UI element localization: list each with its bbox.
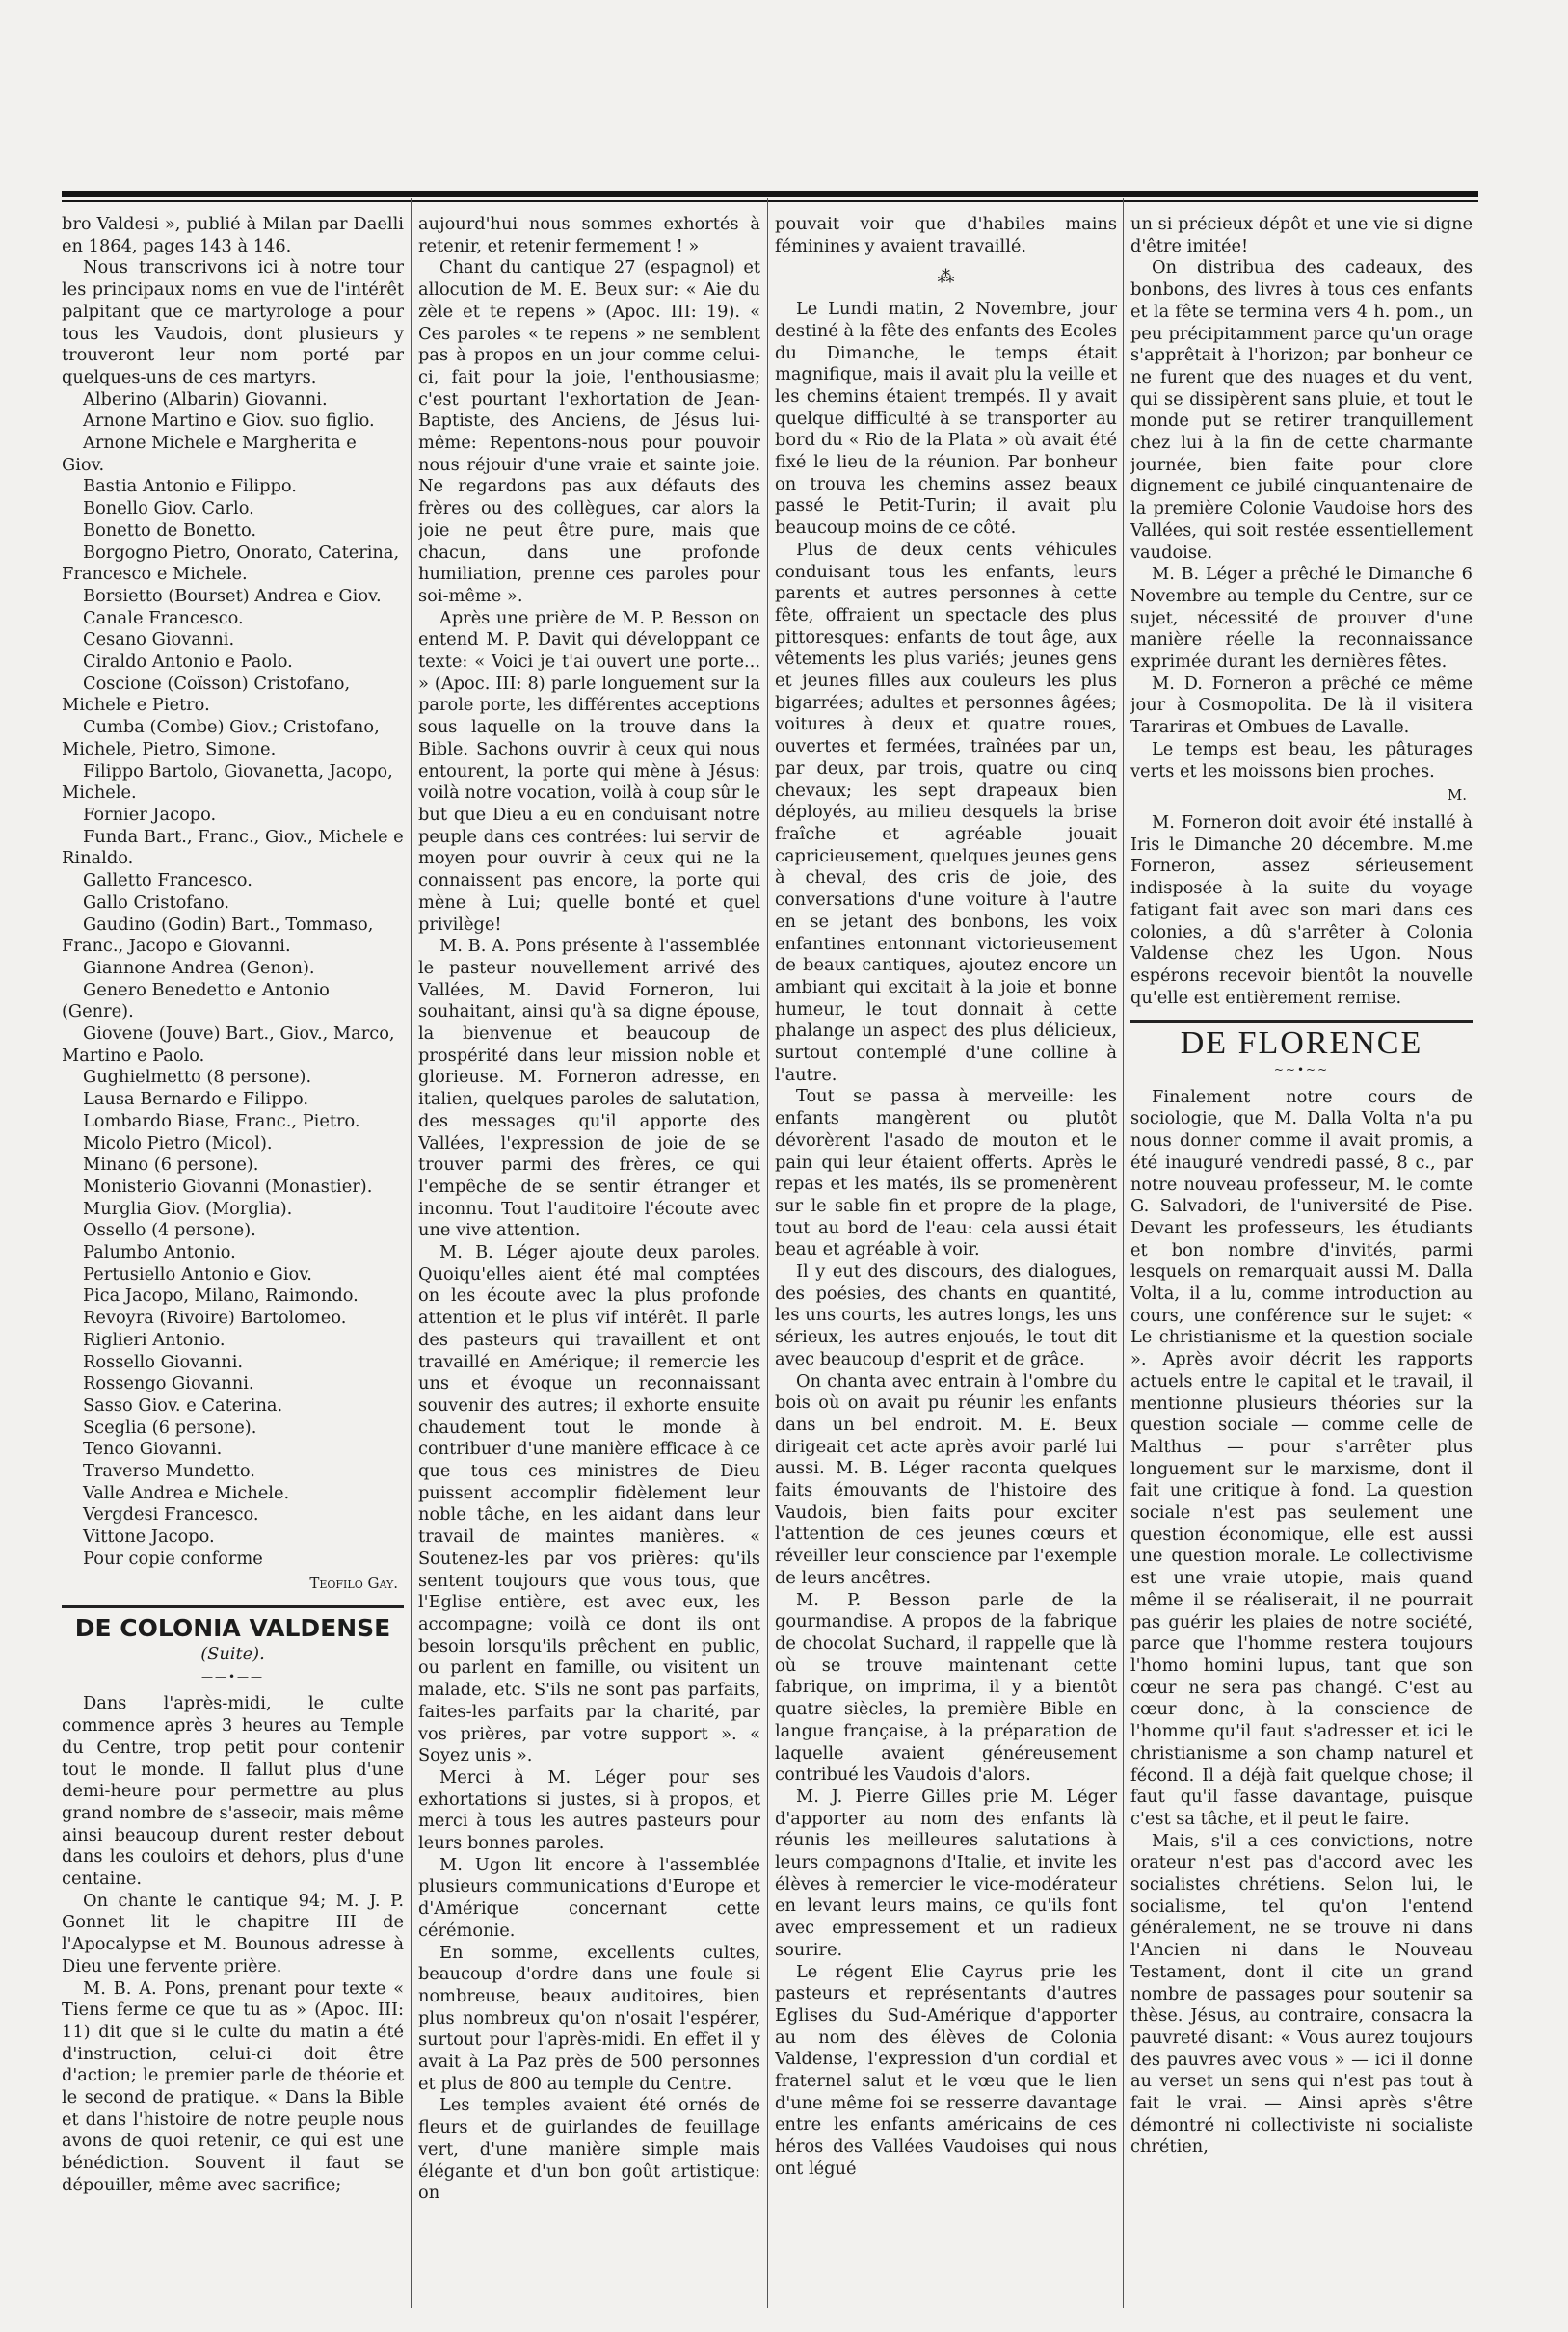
martyr-names-list bbox=[62, 389, 404, 1549]
martyr-name: Gaudino (Godin) Bart., Tommaso, Franc., Jacopo e Giovanni. bbox=[62, 914, 374, 957]
martyr-name: Monisterio Giovanni (Monastier). bbox=[83, 1176, 373, 1197]
intro-paragraph: bro Valdesi », publié à Milan par Daelli en 1864, pages 143 à 146. bbox=[62, 214, 404, 256]
martyr-name: Alberino (Albarin) Giovanni. bbox=[83, 388, 328, 410]
top-rule bbox=[62, 191, 1478, 197]
article-body bbox=[62, 1693, 404, 2196]
paragraph: On chante le cantique 94; M. J. P. Gonnet lit le chapitre III de l'Apocalypse et M. Bounous adresse à Dieu une fervente prière. bbox=[62, 1890, 404, 1976]
paragraph: M. B. A. Pons présente à l'assemblée le pasteur nouvellement arrivé des Vallées, M. David Forneron, lui souhaitant, ainsi qu'à sa digne épouse, la bienvenue et beaucoup de prospérité dans leur mission noble et glorieuse. M. Forneron adresse, en italien, quelques paroles de salutation, des messages qu'il apporte des Vallées, l'expression de joie de se trouver parmi des frères, ce qui l'empêche de se sentir étranger et inconnu. Tout l'auditoire l'écoute avec une vive attention. bbox=[418, 936, 760, 1241]
martyr-name: Sasso Giov. e Caterina. bbox=[83, 1394, 283, 1416]
intro-paragraph: Nous transcrivons ici à notre tour les principaux noms en vue de l'intérêt palpitant que ce martyrologe a pour tous les Vaudois, dont plusieurs y trouveront leur nom porté par quelques-uns de ces martyrs. bbox=[62, 257, 404, 387]
martyr-name: Arnone Martino e Giov. suo figlio. bbox=[83, 411, 375, 432]
martyr-name: Coscione (Coïsson) Cristofano, Michele e Pietro. bbox=[62, 673, 351, 716]
paragraph: Le régent Elie Cayrus prie les pasteurs et représentants d'autres Eglises du Sud-Amérique d'apporter au nom des élèves de Colonia Valdense, l'expression d'un cordial et fraternel salut et le vœu que le lien d'une même foi se resserre davantage entre les enfants américains de ces héros des Vallées Vaudoises qui nous ont légué bbox=[775, 1961, 1117, 2179]
martyr-name: Borsietto (Bourset) Andrea e Giov. bbox=[83, 585, 382, 606]
martyr-name: Lombardo Biase, Franc., Pietro. bbox=[83, 1110, 360, 1131]
column-4 bbox=[1130, 214, 1473, 2310]
martyr-name: Valle Andrea e Michele. bbox=[83, 1482, 290, 1503]
article-body bbox=[1130, 214, 1473, 782]
paragraph: M. D. Forneron a prêché ce même jour à Cosmopolita. De là il visitera Tarariras et Ombues de Lavalle. bbox=[1130, 673, 1473, 738]
paragraph: M. Forneron doit avoir été installé à Iris le Dimanche 20 décembre. M.me Forneron, assez sérieusement indisposée à la suite du voyage fatigant fait avec son mari dans ces colonies, a dû s'arrêter à Colonia Valdense chez les Ugon. Nous espérons recevoir bientôt la nouvelle qu'elle est entièrement remise. bbox=[1130, 811, 1473, 1008]
author-signature: Teofilo Gay. bbox=[309, 1574, 398, 1592]
martyr-name: Micolo Pietro (Micol). bbox=[83, 1132, 273, 1153]
paragraph: M. Ugon lit encore à l'assemblée plusieurs communications d'Europe et d'Amérique concernant cette cérémonie. bbox=[418, 1854, 760, 1941]
article-body bbox=[775, 299, 1117, 2180]
martyr-name: Genero Benedetto e Antonio (Genre). bbox=[62, 979, 330, 1022]
martyr-name: Lausa Bernardo e Filippo. bbox=[83, 1089, 309, 1110]
paragraph: Plus de deux cents véhicules conduisant tous les enfants, leurs parents et autres personnes à cette fête, offraient un spectacle des plus pittoresques: enfants de tout âge, aux vêtements les plus variés; jeunes gens et jeunes filles aux couleurs les plus bigarrées; adultes et personnes âgées; voitures à deux et quatre roues, ouvertes et fermées, traînées par un, par deux, par trois, quatre ou cinq chevaux; les sept drapeaux bien déployés, au milieu desquels la brise fraîche et agréable jouait capricieusement, quelques jeunes gens à cheval, des cris de joie, des conversations d'une voiture à l'autre en se jetant des bonbons, les voix enfantines entonnant victorieusement de beaux cantiques, ajoutez encore un ambiant qui excitait à la joie et bonne humeur, le tout donnait à cette phalange un aspect des plus délicieux, surtout contemplé d'une colline à l'autre. bbox=[775, 539, 1117, 1085]
martyr-name: Bastia Antonio e Filippo. bbox=[83, 476, 297, 497]
author-signature: M. bbox=[1447, 786, 1467, 805]
paragraph: Finalement notre cours de sociologie, que M. Dalla Volta n'a pu nous donner comme il avait promis, a été inauguré vendredi passé, 8 c., par notre nouveau professeur, M. le comte G. Salvadori, de l'université de Pise. Devant les professeurs, les étudiants et bon nombre d'invités, parmi lesquels on remarquait aussi M. Dalla Volta, il a lu, comme introduction au cours, une conférence sur le sujet: « Le christianisme et la question sociale ». Après avoir décrit les rapports actuels entre le capital et le travail, il mentionne plusieurs théories sur la question sociale — comme celle de Malthus — pour s'arrêter plus longuement sur le marxisme, dont il fait une critique à fond. La question sociale n'est pas seulement une question économique, elle est aussi une question morale. Le collectivisme est une vraie utopie, mais quand même il se réaliserait, il ne pourrait pas guérir les plaies de notre société, parce que l'homme restera toujours l'homo homini lupus, tant que son cœur ne sera pas changé. C'est au cœur donc, à la conscience de l'homme qu'il faut s'adresser et ici le christianisme a son champ naturel et fécond. Il a déjà fait quelque chose; il faut qu'il fasse davantage, puisque c'est sa tâche, et il peut le faire. bbox=[1130, 1086, 1473, 1829]
paragraph: M. B. Léger ajoute deux paroles. Quoiqu'elles aient été mal comptées on les écoute avec la plus profonde attention et le plus vif intérêt. Il parle des pasteurs qui travaillent et ont travaillé en Amérique; il remercie les uns et évoque un reconnaissant souvenir des autres; il exhorte ensuite chaudement tout le monde à contribuer d'une manière efficace à ce que tous ces ministres de Dieu puissent accomplir fidèlement leur noble tâche, en les aidant dans leur travail de maintes manières. « Soutenez-les par vos prières: qu'ils sentent toujours que vous tous, que l'Eglise entière, est avec eux, les accompagne; voilà ce dont ils ont besoin lorsqu'ils prêchent en public, ou parlent en famille, ou visitent un malade, etc. S'ils ne sont pas parfaits, faites-les parfaits par la charité, par vos prières, par votre support ». « Soyez unis ». bbox=[418, 1242, 760, 1766]
martyr-name: Canale Francesco. bbox=[83, 607, 244, 628]
paragraph: Tout se passa à merveille: les enfants mangèrent ou plutôt dévorèrent l'asado de mouton et le pain qui leur étaient offerts. Après le repas et les matés, ils se promenèrent sur le sable fin et propre de la plage, tout au bord de l'eau: cela aussi était beau et agréable à voir. bbox=[775, 1086, 1117, 1260]
paragraph: En somme, excellents cultes, beaucoup d'ordre dans une foule si nombreuse, beaux auditoires, bien plus nombreux qu'on n'osait l'espérer, surtout pour l'après-midi. En effet il y avait à La Paz près de 500 personnes et plus de 800 au temple du Centre. bbox=[418, 1942, 760, 2094]
martyr-name: Tenco Giovanni. bbox=[83, 1439, 223, 1460]
ornament-divider: ~~•~~ bbox=[1273, 1063, 1330, 1077]
paragraph: Les temples avaient été ornés de fleurs et de guirlandes de feuillage vert, d'une manière simple mais élégante et d'un bon goût artistique: on bbox=[418, 2095, 760, 2204]
paragraph: On distribua des cadeaux, des bonbons, des livres à tous ces enfants et la fête se termina vers 4 h. pom., un peu précipitamment parce qu'un orage s'apprêtait à l'horizon; par bonheur ce ne furent que des nuages et du vent, qui se dissipèrent sans pluie, et tout le monde put se retirer tranquillement chez lui à la fin de cette charmante journée, bien faite pour clore dignement ce jubilé cinquantenaire de la première Colonie Vaudoise hors des Vallées, qui soit restée essentiellement vaudoise. bbox=[1130, 257, 1473, 563]
martyr-name: Riglieri Antonio. bbox=[83, 1329, 226, 1350]
martyr-name: Giannone Andrea (Genon). bbox=[83, 957, 315, 978]
martyr-name: Ciraldo Antonio e Paolo. bbox=[83, 651, 293, 673]
paragraph: Le temps est beau, les pâturages verts et les moissons bien proches. bbox=[1130, 738, 1473, 782]
paragraph: Merci à M. Léger pour ses exhortations si justes, si à propos, et merci à tous les autres pasteurs pour leurs bonnes paroles. bbox=[418, 1766, 760, 1854]
paragraph: M. B. A. Pons, prenant pour texte « Tiens ferme ce que tu as » (Apoc. III: 11) dit que si le culte du matin a été d'instruction, celui-ci doit être d'action; le premier parle de théorie et le second de pratique. « Dans la Bible et dans l'histoire de notre peuple nous avons de quoi retenir, ce qui est une bénédiction. Souvent il faut se dépouiller, même avec sacrifice; bbox=[62, 1977, 404, 2195]
martyr-name: Pertusiello Antonio e Giov. bbox=[83, 1263, 312, 1285]
martyr-name: Cumba (Combe) Giov.; Cristofano, Michele, Pietro, Simone. bbox=[62, 717, 380, 759]
paragraph: M. B. Léger a prêché le Dimanche 6 Novembre au temple du Centre, sur ce sujet, nécessité de prouver d'une manière réelle la reconnaissance exprimée durant les dernières fêtes. bbox=[1130, 564, 1473, 673]
asterism-divider: ⁂ bbox=[937, 267, 955, 288]
paragraph: M. P. Besson parle de la gourmandise. A propos de la fabrique de chocolat Suchard, il rappelle que là où se trouve maintenant cette fabrique, on imprima, il y a bientôt quatre siècles, la première Bible en langue française, à la préparation de laquelle avaient généreusement contribué les Vaudois d'alors. bbox=[775, 1589, 1117, 1786]
paragraph: Mais, s'il a ces convictions, notre orateur n'est pas d'accord avec les socialistes chrétiens. Selon lui, le socialisme, tel qu'on l'entend généralement, ne se trouve ni dans l'Ancien ni dans le Nouveau Testament, dont il cite un grand nombre de passages pour soutenir sa thèse. Jésus, au contraire, consacra la pauvreté disant: « Vous aurez toujours des pauvres avec vous » — ici il donne au verset un sens qui n'est pas tout à fait le vrai. — Ainsi après s'être démontré ni collectiviste ni socialiste chrétien, bbox=[1130, 1830, 1473, 2158]
martyr-name: Revoyra (Rivoire) Bartolomeo. bbox=[83, 1308, 347, 1329]
section-heading: DE FLORENCE bbox=[1130, 1020, 1473, 1055]
martyr-name: Traverso Mundetto. bbox=[83, 1461, 255, 1482]
section-subheading: (Suite). bbox=[200, 1644, 265, 1664]
article-body bbox=[1130, 1087, 1473, 2159]
paragraph: un si précieux dépôt et une vie si digne d'être imitée! bbox=[1130, 214, 1473, 256]
ornament-divider: ——•—— bbox=[200, 1669, 265, 1683]
martyr-name: Murglia Giov. (Morglia). bbox=[83, 1198, 293, 1219]
paragraph: Après une prière de M. P. Besson on entend M. P. Davit qui développant ce texte: « Voici je t'ai ouvert une porte... » (Apoc. III: 8) parle longuement sur la parole porte, les différentes acceptions sous laquelle on la trouve dans la Bible. Sachons ouvrir à ceux qui nous entourent, la porte qui mène à Jésus: voilà notre vocation, voilà à coup sûr le but que Dieu a eu en conduisant notre peuple dans ces contrées: lui servir de moyen pour ouvrir à ceux qui ne la connaissent pas encore, la porte qui mène à Lui; quelle bonté et quel privilège! bbox=[418, 607, 760, 935]
martyr-name: Gughielmetto (8 persone). bbox=[83, 1067, 312, 1088]
martyr-name: Fornier Jacopo. bbox=[83, 804, 217, 825]
martyr-name: Giovene (Jouve) Bart., Giov., Marco, Martino e Paolo. bbox=[62, 1023, 395, 1066]
martyr-name: Pica Jacopo, Milano, Raimondo. bbox=[83, 1285, 359, 1307]
martyr-name: Rossengo Giovanni. bbox=[83, 1373, 254, 1394]
column-3 bbox=[775, 214, 1117, 2310]
top-rule-thin bbox=[62, 200, 1478, 202]
paragraph: M. J. Pierre Gilles prie M. Léger d'apporter au nom des enfants là réunis les meilleures salutations à leurs compagnons d'Italie, et invite les élèves à remercier le vice-modérateur en levant leurs mains, ce qu'ils font avec empressement et un radieux sourire. bbox=[775, 1786, 1117, 1960]
paragraph: aujourd'hui nous sommes exhortés à retenir, et retenir fermement ! » bbox=[418, 214, 760, 256]
column-divider bbox=[1123, 198, 1124, 2308]
paragraph: Il y eut des discours, des dialogues, des poésies, des chants en quantité, les uns courts, les autres longs, les uns sérieux, les autres enjoués, le tout dit avec beaucoup d'esprit et de grâce. bbox=[775, 1261, 1117, 1369]
section-heading: DE COLONIA VALDENSE bbox=[62, 1605, 404, 1640]
paragraph: Dans l'après-midi, le culte commence après 3 heures au Temple du Centre, trop petit pour contenir tout le monde. Il fallut plus d'une demi-heure pour permettre au plus grand nombre de s'asseoir, mais même ainsi beaucoup durent rester debout dans les couloirs et dehors, plus d'une centaine. bbox=[62, 1693, 404, 1890]
martyr-name: Vittone Jacopo. bbox=[83, 1526, 215, 1548]
column-divider bbox=[411, 198, 412, 2308]
paragraph: On chanta avec entrain à l'ombre du bois où on avait pu réunir les enfants dans un bel endroit. M. E. Beux dirigeait cet acte après avoir parlé lui aussi. M. B. Léger raconta quelques faits émouvants de l'histoire des Vaudois, bien faits pour exciter l'attention de ces jeunes cœurs et réveiller leur conscience par l'exemple de leurs ancêtres. bbox=[775, 1370, 1117, 1588]
martyr-name: Arnone Michele e Margherita e Giov. bbox=[62, 433, 357, 475]
martyr-name: Bonetto de Bonetto. bbox=[83, 519, 257, 541]
martyr-name: Bonello Giov. Carlo. bbox=[83, 498, 254, 519]
paragraph: Le Lundi matin, 2 Novembre, jour destiné à la fête des enfants des Ecoles du Dimanche, le temps était magnifique, mais il avait plu la veille et les chemins étaient trempés. Il y avait quelque difficulté à se transporter au bord du « Rio de la Plata » où avait été fixé le lieu de la réunion. Par bonheur on trouva les chemins assez beaux passé le Petit-Turin; il avait plu beaucoup moins de ce côté. bbox=[775, 299, 1117, 539]
copy-note: Pour copie conforme bbox=[83, 1548, 263, 1569]
martyr-name: Ossello (4 persone). bbox=[83, 1220, 256, 1241]
column-2 bbox=[418, 214, 760, 2310]
martyr-name: Minano (6 persone). bbox=[83, 1154, 259, 1176]
martyr-name: Gallo Cristofano. bbox=[83, 891, 229, 913]
martyr-name: Filippo Bartolo, Giovanetta, Jacopo, Michele. bbox=[62, 760, 393, 804]
article-body bbox=[418, 214, 760, 2205]
martyr-name: Rossello Giovanni. bbox=[83, 1351, 244, 1372]
martyr-name: Cesano Giovanni. bbox=[83, 629, 235, 650]
martyr-name: Galletto Francesco. bbox=[83, 870, 252, 891]
martyr-name: Funda Bart., Franc., Giov., Michele e Rinaldo. bbox=[62, 826, 404, 869]
paragraph: Chant du cantique 27 (espagnol) et allocution de M. E. Beux sur: « Aie du zèle et te repens » (Apoc. III: 19). « Ces paroles « te repens » ne semblent pas à propos en un jour comme celui-ci, fait pour la joie, l'enthousiasme; c'est pourtant l'exhortation de Jean-Baptiste, des Anciens, de Jésus lui-même: Repentons-nous pour pouvoir nous réjouir d'une vraie et sainte joie. Ne regardons pas aux défauts des frères ou des collègues, car alors la joie ne peut être pure, mais que chacun, dans une profonde humiliation, prenne ces paroles pour soi-même ». bbox=[418, 257, 760, 606]
article-body bbox=[1130, 812, 1473, 1009]
column-divider bbox=[767, 198, 768, 2308]
column-1 bbox=[62, 214, 404, 2310]
martyr-name: Sceglia (6 persone). bbox=[83, 1417, 257, 1438]
martyr-name: Palumbo Antonio. bbox=[83, 1242, 236, 1263]
martyr-name: Vergdesi Francesco. bbox=[83, 1504, 259, 1525]
paragraph: pouvait voir que d'habiles mains féminines y avaient travaillé. bbox=[775, 214, 1117, 256]
martyr-name: Borgogno Pietro, Onorato, Caterina, Francesco e Michele. bbox=[62, 542, 400, 585]
